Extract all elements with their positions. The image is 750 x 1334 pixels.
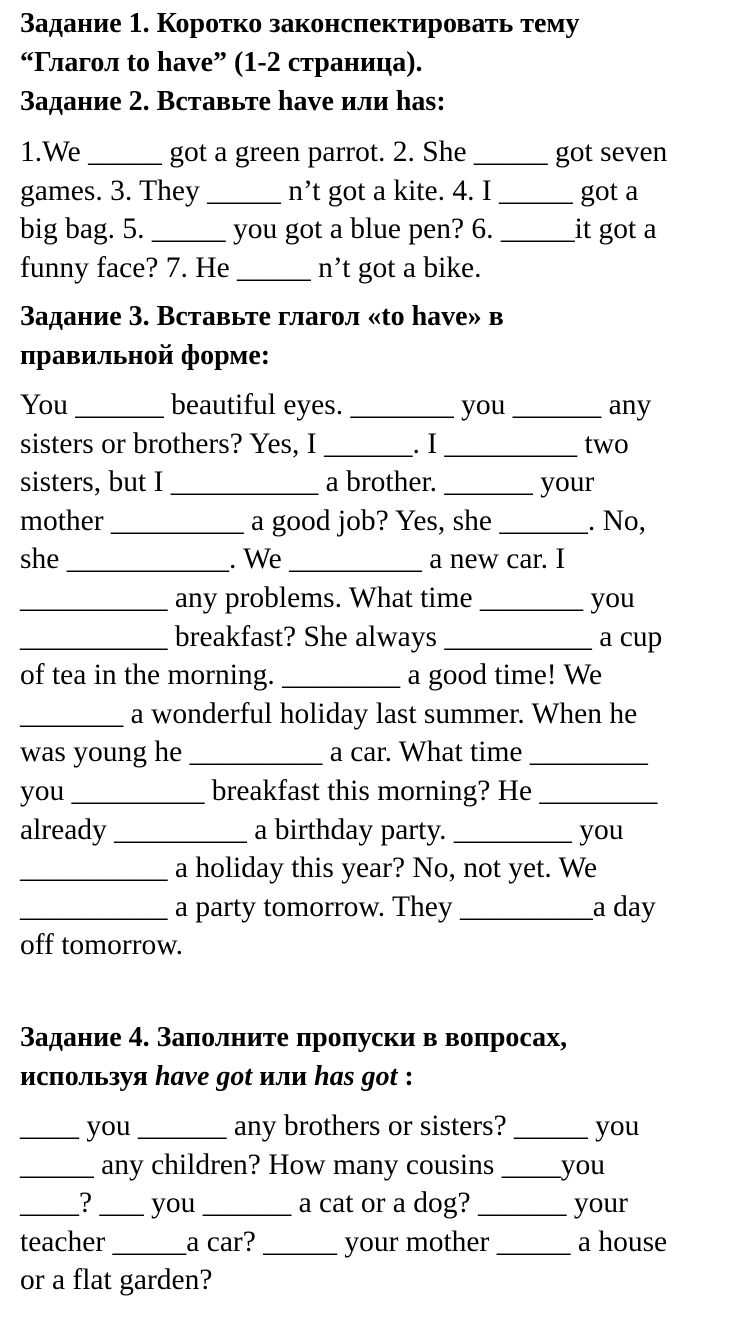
task4-line-1: ____ you ______ any brothers or sisters? _____ you: [20, 1110, 640, 1142]
task1-line-1: Задание 1. Коротко законспектировать тему: [20, 8, 580, 39]
task3-line-6: __________ any problems. What time _______ you: [20, 582, 635, 614]
task4-line-5: or a flat garden?: [20, 1264, 213, 1296]
task3-line-5: she ___________. We _________ a new car. I: [20, 543, 566, 575]
task3-heading-line-2: правильной форме:: [20, 340, 271, 371]
task3-line-4: mother _________ a good job? Yes, she ______. No,: [20, 505, 647, 537]
task2-line-3: big bag. 5. _____ you got a blue pen? 6. _____it got a: [20, 213, 657, 245]
task4-line-2: _____ any children? How many cousins ____you: [20, 1149, 605, 1181]
task3-line-15: off tomorrow.: [20, 929, 184, 961]
task3-line-2: sisters or brothers? Yes, I ______. I _________ two: [20, 428, 629, 460]
task4-heading-part-1: используя: [20, 1061, 155, 1092]
task2-heading: Задание 2. Вставьте have или has:: [20, 86, 446, 117]
task4-heading-line-1: Задание 4. Заполните пропуски в вопросах,: [20, 1022, 568, 1053]
task3-line-7: __________ breakfast? She always __________ a cup: [20, 621, 663, 653]
task3-line-9: _______ a wonderful holiday last summer. When he: [20, 698, 638, 730]
task3-line-13: __________ a holiday this year? No, not yet. We: [20, 852, 598, 884]
task3-heading-line-1: Задание 3. Вставьте глагол «to have» в: [20, 301, 504, 332]
task3-line-12: already _________ a birthday party. ________ you: [20, 814, 624, 846]
task2-line-4: funny face? 7. He _____ n’t got a bike.: [20, 252, 482, 284]
task4-heading-have-got: have got: [154, 1061, 253, 1092]
task2-line-1: 1.We _____ got a green parrot. 2. She _____ got seven: [20, 136, 668, 168]
task3-line-10: was young he _________ a car. What time ________: [20, 736, 648, 768]
task3-line-14: __________ a party tomorrow. They _________a day: [20, 891, 656, 923]
task4-heading-part-3: или: [252, 1061, 315, 1092]
task4-heading-line-2: [20, 1058, 414, 1096]
task4-line-3: ____? ___ you ______ a cat or a dog? ______ your: [20, 1187, 628, 1219]
task3-line-11: you _________ breakfast this morning? He ________: [20, 775, 658, 807]
task4-line-4: teacher _____a car? _____ your mother _____ a house: [20, 1226, 668, 1258]
task4-heading-part-5: :: [397, 1061, 414, 1092]
task2-line-2: games. 3. They _____ n’t got a kite. 4. I _____ got a: [20, 175, 639, 207]
task3-line-8: of tea in the morning. ________ a good time! We: [20, 659, 603, 691]
task1-line-2: “Глагол to have” (1-2 страница).: [20, 47, 423, 78]
task4-heading-has-got: has got: [314, 1061, 398, 1092]
task3-line-1: You ______ beautiful eyes. _______ you ______ any: [20, 389, 652, 421]
task3-line-3: sisters, but I __________ a brother. ______ your: [20, 466, 595, 498]
